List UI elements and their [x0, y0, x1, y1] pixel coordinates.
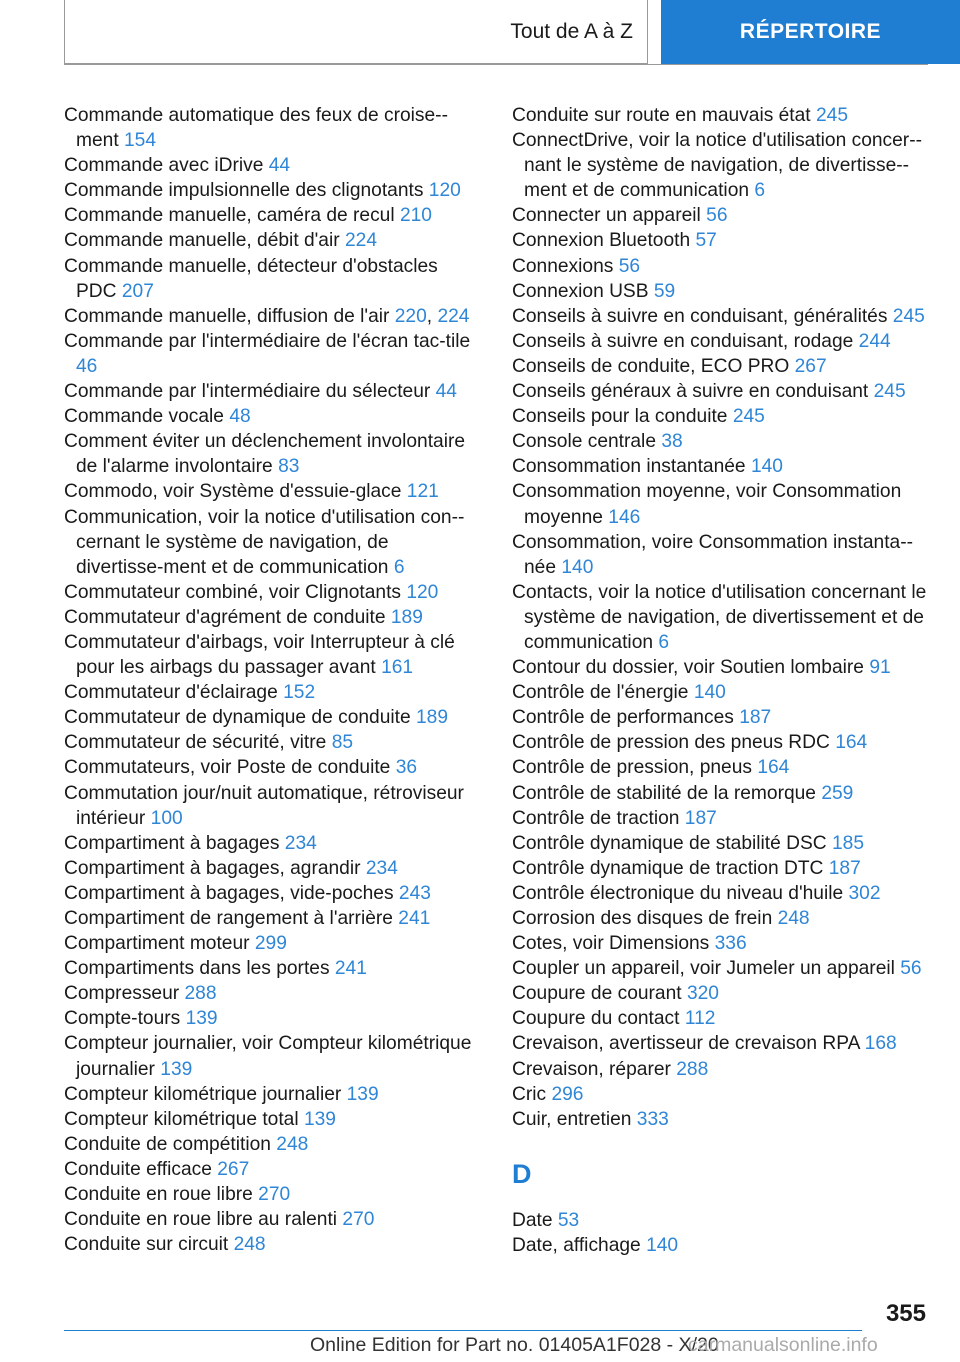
- page-reference-link[interactable]: 46: [76, 355, 98, 377]
- index-entry-label: Date: [512, 1209, 553, 1231]
- index-entry-label: Conduite de compétition: [64, 1133, 271, 1155]
- page-reference-link[interactable]: 140: [693, 682, 726, 704]
- index-entry-label: Conduite efficace: [64, 1158, 212, 1180]
- index-entry: [64, 680, 480, 705]
- index-entry: [64, 730, 480, 755]
- index-entry: [512, 379, 932, 404]
- index-entry: [64, 103, 480, 153]
- page-reference-link[interactable]: 299: [254, 933, 287, 955]
- tab-a-to-z[interactable]: Tout de A à Z: [64, 0, 648, 64]
- index-entry: [64, 755, 480, 780]
- index-entry-label: Contacts, voir la notice d'utilisation concernant le système de navigation, de divertissement et de communication: [512, 581, 927, 653]
- index-entry-label: Commande manuelle, caméra de recul: [64, 205, 395, 227]
- index-entry-label: Corrosion des disques de frein: [512, 908, 773, 929]
- page-reference-link[interactable]: 140: [750, 456, 783, 478]
- index-entry-label: Contrôle de traction: [512, 807, 680, 829]
- index-entry: [64, 605, 480, 630]
- index-entry-label: Commande manuelle, débit d'air: [64, 230, 340, 252]
- index-entry-label: Compartiment moteur: [64, 933, 250, 955]
- page-reference-link[interactable]: 245: [873, 381, 906, 403]
- page-reference-link[interactable]: 189: [390, 606, 423, 628]
- page-reference-link[interactable]: 210: [399, 205, 432, 227]
- watermark: carmanualsonline.info: [688, 1334, 878, 1356]
- page-reference-link[interactable]: 207: [121, 280, 154, 302]
- index-entry-label: Commande avec iDrive: [64, 155, 264, 177]
- index-entry: [64, 1006, 480, 1031]
- index-entry-label: Conduite sur route en mauvais état: [512, 105, 811, 126]
- index-entry: [64, 705, 480, 730]
- page-reference-link[interactable]: 248: [233, 1234, 266, 1256]
- index-entry: [64, 429, 480, 479]
- page-reference-link[interactable]: 241: [334, 958, 367, 980]
- page-reference-link[interactable]: 245: [816, 105, 849, 126]
- index-entry: [512, 454, 932, 479]
- index-entry-label: Conseils généraux à suivre en conduisant: [512, 381, 869, 403]
- page-reference-link[interactable]: 259: [821, 782, 854, 804]
- index-entry: [512, 831, 932, 856]
- index-entry-label: Coupure de courant: [512, 983, 682, 1005]
- page-reference-link[interactable]: 234: [284, 832, 317, 854]
- page-reference-link[interactable]: 267: [217, 1158, 250, 1180]
- index-entry-label: Coupure du contact: [512, 1008, 680, 1030]
- index-entry-label: Conseils de conduite, ECO PRO: [512, 355, 790, 377]
- index-entry-label: Console centrale: [512, 431, 656, 453]
- index-entry: [64, 906, 480, 931]
- index-entry: [512, 956, 932, 981]
- index-entry: [512, 730, 932, 755]
- index-entry: [512, 881, 932, 906]
- header-divider: [64, 64, 928, 65]
- page-reference-link[interactable]: 168: [864, 1033, 897, 1055]
- index-entry-label: Contrôle dynamique de stabilité DSC: [512, 832, 827, 854]
- index-entry: [64, 856, 480, 881]
- page-number: 355: [885, 1300, 926, 1327]
- page-reference-link[interactable]: 112: [684, 1008, 716, 1030]
- index-entry-label: Conduite en roue libre au ralenti: [64, 1209, 338, 1231]
- page-reference-link[interactable]: 6: [658, 631, 670, 653]
- index-entry: [64, 479, 480, 504]
- index-entry: [512, 254, 932, 279]
- index-entry: [512, 1208, 932, 1233]
- index-entry: [512, 1057, 932, 1082]
- index-entry: [512, 1031, 932, 1056]
- index-entry: [512, 781, 932, 806]
- page-reference-link[interactable]: 57: [695, 230, 717, 252]
- index-entry-label: Commodo, voir Système d'essuie-glace: [64, 481, 402, 503]
- page-reference-link[interactable]: 189: [416, 707, 449, 729]
- index-entry-label: Compartiment de rangement à l'arrière: [64, 908, 393, 929]
- index-entry: [512, 354, 932, 379]
- page-reference-link[interactable]: 85: [331, 732, 354, 754]
- page-reference-link[interactable]: 224: [344, 230, 377, 252]
- page-reference-link[interactable]: 146: [608, 506, 641, 528]
- page-reference-link[interactable]: 154: [124, 130, 157, 152]
- page-reference-link[interactable]: 59: [653, 280, 676, 302]
- page-reference-link[interactable]: 288: [676, 1058, 709, 1080]
- index-entry-label: Conseils pour la conduite: [512, 406, 728, 428]
- page-reference-link[interactable]: 140: [646, 1234, 679, 1256]
- index-entry-label: Contrôle de stabilité de la remorque: [512, 782, 816, 804]
- index-entry: [64, 228, 480, 253]
- index-entry-label: Consommation, voire Consommation instanta-née: [512, 531, 913, 578]
- index-entry: [64, 1232, 480, 1257]
- index-entry: [64, 1132, 480, 1157]
- page-reference-link[interactable]: 48: [229, 406, 251, 428]
- page-reference-link[interactable]: 44: [435, 381, 457, 403]
- page-reference-link[interactable]: 288: [184, 983, 217, 1005]
- footer-divider: [64, 1330, 862, 1331]
- page-reference-link[interactable]: 248: [777, 908, 810, 929]
- footer-edition: Online Edition for Part no. 01405A1F028 - X/20: [310, 1334, 719, 1356]
- index-entry-label: Conseils à suivre en conduisant, rodage: [512, 330, 854, 352]
- index-entry: [512, 1107, 932, 1132]
- page-reference-link[interactable]: 120: [406, 581, 439, 603]
- index-entry-label: Commutateur combiné, voir Clignotants: [64, 581, 401, 603]
- index-entry: [512, 429, 932, 454]
- index-entry: [512, 1006, 932, 1031]
- index-entry: [512, 228, 932, 253]
- index-entry: [64, 781, 480, 831]
- page-reference-link[interactable]: 296: [551, 1083, 584, 1105]
- page-reference-link[interactable]: 6: [754, 180, 766, 202]
- page-reference-link[interactable]: 336: [714, 933, 747, 955]
- index-entry: [512, 906, 932, 931]
- index-entry-label: Commande par l'intermédiaire de l'écran tac-tile: [64, 330, 471, 352]
- page-reference-link[interactable]: 56: [706, 205, 728, 227]
- index-entry-label: Cotes, voir Dimensions: [512, 933, 710, 955]
- page-reference-link[interactable]: 91: [869, 657, 891, 679]
- index-entry: [64, 580, 480, 605]
- page-reference-link[interactable]: 56: [900, 958, 922, 980]
- index-entry-label: Connexion Bluetooth: [512, 230, 691, 252]
- index-entry-label: Conduite sur circuit: [64, 1234, 229, 1256]
- index-entry-label: Connecter un appareil: [512, 205, 701, 227]
- index-entry-label: Crevaison, avertisseur de crevaison RPA: [512, 1033, 860, 1055]
- page-reference-link[interactable]: 267: [794, 355, 827, 377]
- index-entry: [64, 1157, 480, 1182]
- index-entry-label: Consommation instantanée: [512, 456, 746, 478]
- index-entry: [64, 404, 480, 429]
- index-entry: [512, 530, 932, 580]
- index-entry: [64, 153, 480, 178]
- index-entry: [64, 981, 480, 1006]
- index-entry-label: Contrôle de pression des pneus RDC: [512, 732, 830, 754]
- page-reference-link[interactable]: 139: [160, 1058, 193, 1080]
- index-entry-label: Conseils à suivre en conduisant, généralités: [512, 305, 888, 327]
- index-entry-label: Commutateur de dynamique de conduite: [64, 707, 411, 729]
- page-reference-link[interactable]: 248: [276, 1133, 309, 1155]
- page-reference-link[interactable]: 36: [395, 757, 418, 779]
- index-entry-label: Compteur kilométrique total: [64, 1108, 299, 1130]
- index-entry-label: Compteur journalier, voir Compteur kilométrique journalier: [64, 1033, 472, 1080]
- index-entry: [512, 1082, 932, 1107]
- page-reference-link[interactable]: 120: [428, 180, 461, 202]
- index-entry-label: Contrôle dynamique de traction DTC: [512, 857, 824, 879]
- index-entry: [512, 1233, 932, 1258]
- page-reference-link[interactable]: 140: [561, 556, 594, 578]
- index-entry: [512, 755, 932, 780]
- index-entry-label: Comment éviter un déclenchement involontaire de l'alarme involontaire: [64, 431, 466, 478]
- index-entry: [64, 881, 480, 906]
- index-entry-label: Commande vocale: [64, 406, 224, 428]
- page-reference-link[interactable]: 139: [185, 1008, 218, 1030]
- page-reference-link[interactable]: 270: [258, 1184, 291, 1206]
- index-entry-label: Compartiment à bagages, agrandir: [64, 857, 361, 879]
- index-entry-label: Commande automatique des feux de croise-ment: [64, 105, 448, 152]
- page-reference-link[interactable]: 6: [393, 556, 405, 578]
- index-column-right: [512, 103, 932, 1258]
- page-reference-link[interactable]: 220: [394, 305, 427, 327]
- page-reference-link[interactable]: 187: [739, 707, 772, 729]
- index-entry-label: Coupler un appareil, voir Jumeler un appareil: [512, 958, 895, 980]
- tab-repertoire[interactable]: RÉPERTOIRE: [661, 0, 960, 64]
- index-entry: [64, 831, 480, 856]
- index-entry-label: Commande manuelle, diffusion de l'air: [64, 305, 390, 327]
- index-entry-label: Compartiments dans les portes: [64, 958, 330, 980]
- index-entry-label: Commande manuelle, détecteur d'obstacles PDC: [64, 255, 438, 302]
- index-entry: [64, 203, 480, 228]
- index-entry: [512, 479, 932, 529]
- index-entry-label: Communication, voir la notice d'utilisation con-cernant le système de navigation, de divertisse-ment et de communication: [64, 506, 465, 578]
- page-reference-link[interactable]: 270: [342, 1209, 375, 1231]
- index-entry: [512, 806, 932, 831]
- index-entry-label: Contrôle de pression, pneus: [512, 757, 752, 779]
- index-entry-label: Contour du dossier, voir Soutien lombaire: [512, 657, 864, 679]
- page-reference-link[interactable]: 83: [278, 456, 300, 478]
- index-entry-label: Commutateur d'éclairage: [64, 682, 278, 704]
- index-entry: [64, 1107, 480, 1132]
- index-entry: [64, 1031, 480, 1081]
- page-reference-link[interactable]: 243: [398, 882, 431, 904]
- index-entry-label: Crevaison, réparer: [512, 1058, 671, 1080]
- page-reference-link[interactable]: 139: [303, 1108, 336, 1130]
- index-entry-label: Cuir, entretien: [512, 1108, 632, 1130]
- index-entry-label: Commande par l'intermédiaire du sélecteur: [64, 381, 431, 403]
- index-entry: [512, 655, 932, 680]
- page-reference-link[interactable]: 161: [381, 657, 414, 679]
- index-entry: [64, 379, 480, 404]
- page-reference-link[interactable]: 185: [831, 832, 864, 854]
- index-entry: [64, 931, 480, 956]
- page-reference-link[interactable]: 53: [557, 1209, 580, 1231]
- index-entry-label: Compteur kilométrique journalier: [64, 1083, 342, 1105]
- index-entry: [512, 856, 932, 881]
- page-reference-link[interactable]: 224: [437, 305, 470, 327]
- index-entry-label: Commutateur d'agrément de conduite: [64, 606, 386, 628]
- page-reference-link[interactable]: 244: [858, 330, 891, 352]
- index-entry: [64, 956, 480, 981]
- index-entry: [512, 931, 932, 956]
- index-entry-label: Compartiment à bagages: [64, 832, 280, 854]
- index-entry-label: Contrôle de performances: [512, 707, 734, 729]
- page-reference-link[interactable]: 234: [365, 857, 398, 879]
- index-column-left: [64, 103, 480, 1257]
- page-reference-link[interactable]: 302: [848, 882, 881, 904]
- index-entry: [512, 329, 932, 354]
- page-reference-link[interactable]: 44: [268, 155, 291, 177]
- index-entry: [512, 981, 932, 1006]
- page-reference-link[interactable]: 241: [398, 908, 431, 929]
- index-entry-label: Commande impulsionnelle des clignotants: [64, 180, 424, 202]
- index-entry: [512, 103, 932, 128]
- page-reference-link[interactable]: 320: [686, 983, 719, 1005]
- page-reference-link[interactable]: 152: [283, 682, 316, 704]
- index-entry: [64, 1207, 480, 1232]
- index-entry-label: Commutation jour/nuit automatique, rétroviseur intérieur: [64, 782, 464, 829]
- index-entry-label: ConnectDrive, voir la notice d'utilisation concer-nant le système de navigation, de divertisse-ment et de communication: [512, 130, 922, 202]
- index-entry: [512, 279, 932, 304]
- page-reference-link[interactable]: 187: [828, 857, 861, 879]
- index-entry: [512, 680, 932, 705]
- index-entry: [512, 203, 932, 228]
- page-reference-link[interactable]: 333: [636, 1108, 669, 1130]
- index-entry-label: Connexion USB: [512, 280, 649, 302]
- index-entry-label: Compartiment à bagages, vide-poches: [64, 882, 394, 904]
- page-reference-link[interactable]: 164: [757, 757, 790, 779]
- page-reference-link[interactable]: 121: [406, 481, 439, 503]
- index-entry: [512, 128, 932, 203]
- index-entry-label: Commutateur de sécurité, vitre: [64, 732, 327, 754]
- index-entry-label: Consommation moyenne, voir Consommation moyenne: [512, 481, 902, 528]
- index-entry: [512, 304, 932, 329]
- index-entry: [64, 254, 480, 304]
- index-entry: [64, 1182, 480, 1207]
- page-reference-link[interactable]: 187: [684, 807, 717, 829]
- page-reference-link[interactable]: 164: [835, 732, 868, 754]
- index-entry-label: Conduite en roue libre: [64, 1184, 253, 1206]
- index-entry: [512, 404, 932, 429]
- index-entry: [512, 705, 932, 730]
- index-entry: [64, 630, 480, 680]
- index-entry-label: Compte-tours: [64, 1008, 181, 1030]
- index-entry: Commande manuelle, diffusion de l'air 220, 224: [64, 305, 470, 327]
- page-reference-link[interactable]: 38: [661, 431, 683, 453]
- page-reference-link[interactable]: 139: [346, 1083, 379, 1105]
- index-entry: [64, 1082, 480, 1107]
- index-entry: [512, 580, 932, 655]
- index-entry-label: Cric: [512, 1083, 547, 1105]
- index-entry-label: Date, affichage: [512, 1234, 641, 1256]
- index-entry: [64, 505, 480, 580]
- index-entry-label: Contrôle électronique du niveau d'huile: [512, 882, 844, 904]
- page-reference-link[interactable]: 245: [732, 406, 765, 428]
- index-entry-label: Commutateurs, voir Poste de conduite: [64, 757, 391, 779]
- index-entry: [64, 178, 480, 203]
- index-entry-label: Connexions: [512, 255, 614, 277]
- index-entry-label: Commutateur d'airbags, voir Interrupteur à clé pour les airbags du passager avant: [64, 631, 455, 679]
- page-reference-link[interactable]: 100: [150, 807, 183, 829]
- page-reference-link[interactable]: 56: [618, 255, 641, 277]
- index-entry-label: Contrôle de l'énergie: [512, 682, 689, 704]
- section-letter: D: [512, 1158, 532, 1189]
- page-reference-link[interactable]: 245: [892, 305, 925, 327]
- index-entry: [64, 329, 480, 379]
- index-entry-label: Compresseur: [64, 983, 180, 1005]
